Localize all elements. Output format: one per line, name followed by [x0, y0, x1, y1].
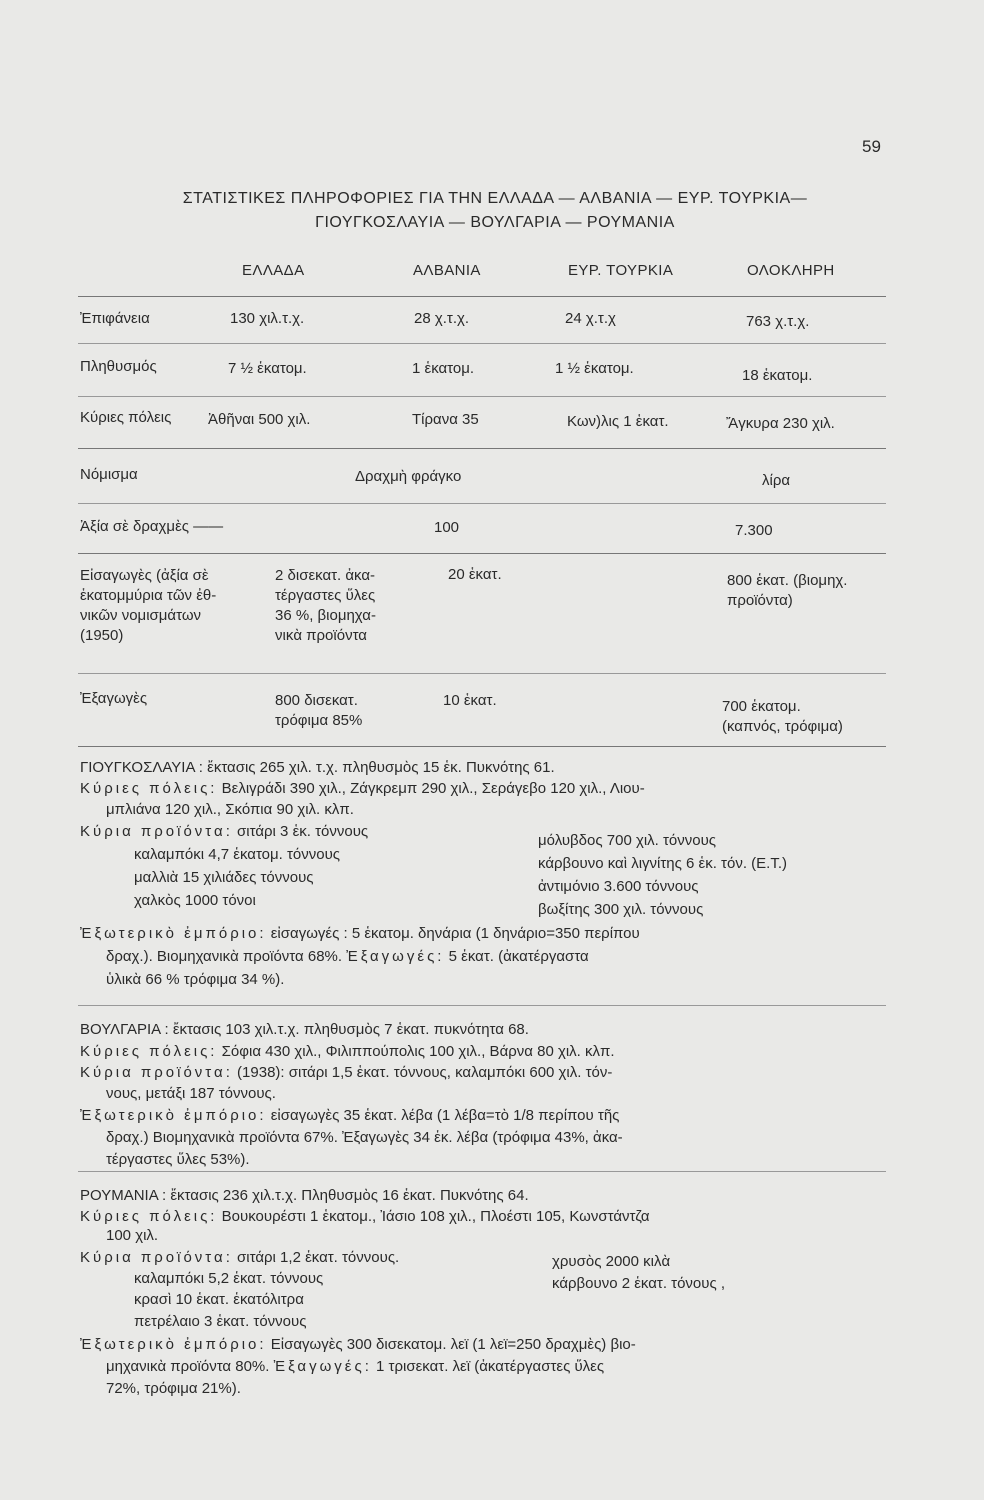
cell-area-whole: 763 χ.τ.χ.	[746, 313, 810, 330]
bulgaria-trade-cont: δραχ.) Βιομηχανικὰ προϊόντα 67%. Ἐξαγωγὲς 34 ἑκ. λέβα (τρόφιμα 43%, ἀκα-	[106, 1129, 623, 1146]
table-rule	[78, 746, 886, 747]
yugoslavia-product: σιτάρι 3 ἑκ. τόννους	[237, 823, 369, 840]
section-rule	[78, 1005, 886, 1006]
bulgaria-trade-cont: τέργαστες ὕλες 53%).	[106, 1151, 250, 1168]
cell-area-turkey: 24 χ.τ.χ	[565, 310, 616, 327]
romania-cities-label: Κύριες πόλεις:	[80, 1208, 218, 1225]
romania-product: καλαμπόκι 5,2 ἑκατ. τόννους	[134, 1270, 324, 1287]
yugoslavia-product: καλαμπόκι 4,7 ἑκατομ. τόννους	[134, 846, 341, 863]
cell-cities-turkey: Κων)λις 1 ἑκατ.	[567, 413, 669, 430]
table-rule	[78, 343, 886, 344]
bulgaria-products-label: Κύρια προϊόντα:	[80, 1064, 233, 1081]
cell-population-turkey: 1 ½ ἑκατομ.	[555, 360, 634, 377]
row-label-population: Πληθυσμός	[80, 358, 157, 375]
romania-trade-cont: μηχανικὰ προϊόντα 80%. Ἐξαγωγές: 1 τρισεκατ. λεϊ (ἀκατέργαστες ὕλες	[106, 1358, 605, 1375]
bulgaria-trade-label: Ἐξωτερικὸ ἐμπόριο:	[80, 1107, 267, 1124]
cell-exports-albania: 10 ἑκατ.	[443, 692, 497, 709]
yugoslavia-cities-label: Κύριες πόλεις:	[80, 780, 218, 797]
yugoslavia-product: μαλλιὰ 15 χιλιάδες τόννους	[134, 869, 314, 886]
romania-trade-label: Ἐξωτερικὸ ἐμπόριο:	[80, 1336, 267, 1353]
romania-summary: ΡΟΥΜΑΝΙΑ : ἔκτασις 236 χιλ.τ.χ. Πληθυσμὸς 16 ἑκατ. Πυκνότης 64.	[80, 1187, 529, 1204]
row-label-imports: Εἰσαγωγὲς (ἀξία σὲ ἑκατομμύρια τῶν ἐθ- νικῶν νομισμάτων (1950)	[80, 567, 217, 644]
bulgaria-products: Κύρια προϊόντα: (1938): σιτάρι 1,5 ἑκατ. τόννους, καλαμπόκι 600 χιλ. τόν-	[80, 1064, 613, 1081]
cell-currency-lira: λίρα	[762, 472, 791, 489]
table-rule	[78, 503, 886, 504]
yugoslavia-product: μόλυβδος 700 χιλ. τόννους	[538, 832, 717, 849]
col-header-albania: ΑΛΒΑΝΙΑ	[413, 262, 481, 279]
bulgaria-trade: Ἐξωτερικὸ ἐμπόριο: εἰσαγωγὲς 35 ἑκατ. λέβα (1 λέβα=τὸ 1/8 περίπου τῆς	[80, 1107, 620, 1124]
bulgaria-cities-label: Κύριες πόλεις:	[80, 1043, 218, 1060]
table-rule	[78, 673, 886, 674]
romania-products-label: Κύρια προϊόντα:	[80, 1249, 233, 1266]
cell-cities-albania: Τίρανα 35	[412, 411, 479, 428]
page-number: 59	[862, 137, 881, 156]
row-label-cities: Κύριες πόλεις	[80, 409, 172, 426]
cell-area-greece: 130 χιλ.τ.χ.	[230, 310, 305, 327]
table-rule	[78, 396, 886, 397]
cell-population-whole: 18 ἑκατομ.	[742, 367, 813, 384]
cell-imports-albania: 20 ἑκατ.	[448, 566, 502, 583]
table-rule	[78, 448, 886, 449]
page-title-line-2: ΓΙΟΥΓΚΟΣΛΑΥΙΑ — ΒΟΥΛΓΑΡΙΑ — ΡΟΥΜΑΝΙΑ	[315, 214, 675, 231]
yugoslavia-cities	[80, 780, 645, 797]
cell-value-turkey: 7.300	[735, 522, 773, 539]
yugoslavia-product: ἀντιμόνιο 3.600 τόννους	[538, 878, 699, 895]
romania-trade: Ἐξωτερικὸ ἐμπόριο: Εἰσαγωγὲς 300 δισεκατομ. λεϊ (1 λεϊ=250 δραχμὲς) βιο-	[80, 1336, 636, 1353]
section-rule	[78, 1171, 886, 1172]
yugoslavia-cities-cont: μπλιάνα 120 χιλ., Σκόπια 90 χιλ. κλπ.	[106, 801, 354, 818]
romania-product: κρασὶ 10 ἑκατ. ἑκατόλιτρα	[134, 1291, 304, 1308]
page-title-line-1: ΣΤΑΤΙΣΤΙΚΕΣ ΠΛΗΡΟΦΟΡΙΕΣ ΓΙΑ ΤΗΝ ΕΛΛΑΔΑ — ΑΛΒΑΝΙΑ — ΕΥΡ. ΤΟΥΡΚΙΑ—	[182, 190, 808, 207]
yugoslavia-product: χαλκὸς 1000 τόνοι	[134, 892, 256, 909]
romania-products	[80, 1249, 399, 1266]
yugoslavia-trade-label: Ἐξωτερικὸ ἐμπόριο:	[80, 925, 267, 942]
yugoslavia-trade: Ἐξωτερικὸ ἐμπόριο: εἰσαγωγές : 5 ἑκατομ. δηνάρια (1 δηνάριο=350 περίπου	[80, 925, 640, 942]
yugoslavia-product: βωξίτης 300 χιλ. τόννους	[538, 901, 704, 918]
romania-product: πετρέλαιο 3 ἑκατ. τόννους	[134, 1313, 307, 1330]
romania-cities: Κύριες πόλεις: Βουκουρέστι 1 ἑκατομ., Ἰάσιο 108 χιλ., Πλοέστι 105, Κωνστάντζα	[80, 1208, 650, 1225]
romania-exports-label: Ἐξαγωγές:	[273, 1358, 372, 1375]
yugoslavia-exports-label: Ἐξαγωγές:	[346, 948, 445, 965]
bulgaria-cities: Κύριες πόλεις: Σόφια 430 χιλ., Φιλιππούπολις 100 χιλ., Βάρνα 80 χιλ. κλπ.	[80, 1043, 615, 1060]
bulgaria-summary: ΒΟΥΛΓΑΡΙΑ : ἔκτασις 103 χιλ.τ.χ. πληθυσμὸς 7 ἑκατ. πυκνότητα 68.	[80, 1021, 529, 1038]
cell-area-albania: 28 χ.τ.χ.	[414, 310, 470, 327]
cell-population-albania: 1 ἑκατομ.	[412, 360, 475, 377]
col-header-greece: ΕΛΛΑΔΑ	[242, 262, 305, 279]
romania-product: σιτάρι 1,2 ἑκατ. τόννους.	[237, 1249, 400, 1266]
cell-exports-greece: 800 δισεκατ. τρόφιμα 85%	[275, 692, 363, 729]
cell-imports-turkey: 800 ἑκατ. (βιομηχ. προϊόντα)	[727, 572, 848, 609]
cell-currency-drachma-franc: Δραχμὴ φράγκο	[355, 468, 462, 485]
yugoslavia-cities-list: Βελιγράδι 390 χιλ., Ζάγκρεμπ 290 χιλ., Σεράγεβο 120 χιλ., Λιου-	[221, 780, 645, 797]
yugoslavia-trade-cont: δραχ.). Βιομηχανικὰ προϊόντα 68%. Ἐξαγωγές: 5 ἑκατ. (ἀκατέργαστα	[106, 948, 589, 965]
cell-cities-whole: Ἄγκυρα 230 χιλ.	[726, 415, 835, 432]
row-label-currency: Νόμισμα	[80, 466, 138, 483]
cell-value-albania: 100	[434, 519, 460, 536]
bulgaria-products-cont: νους, μετάξι 187 τόννους.	[106, 1085, 276, 1102]
romania-product: κάρβουνο 2 ἑκατ. τόνους ,	[552, 1275, 726, 1292]
row-label-value: Ἀξία σὲ δραχμὲς ——	[80, 518, 224, 535]
romania-product: χρυσὸς 2000 κιλὰ	[552, 1253, 671, 1270]
table-rule	[78, 553, 886, 554]
yugoslavia-product: κάρβουνο καὶ λιγνίτης 6 ἑκ. τόν. (Ε.Τ.)	[538, 855, 788, 872]
row-label-exports: Ἐξαγωγὲς	[80, 690, 148, 707]
cell-cities-greece: Ἀθῆναι 500 χιλ.	[208, 411, 311, 428]
yugoslavia-summary: ΓΙΟΥΓΚΟΣΛΑΥΙΑ : ἔκτασις 265 χιλ. τ.χ. πληθυσμὸς 15 ἑκ. Πυκνότης 61.	[80, 759, 555, 776]
romania-cities-cont: 100 χιλ.	[106, 1227, 159, 1244]
cell-population-greece: 7 ½ ἑκατομ.	[228, 360, 307, 377]
romania-trade-cont: 72%, τρόφιμα 21%).	[106, 1380, 241, 1397]
yugoslavia-products-label: Κύρια προϊόντα: σιτάρι 3 ἑκ. τόννους	[80, 823, 369, 840]
cell-imports-greece: 2 δισεκατ. ἀκα- τέργαστες ὕλες 36 %, βιομηχα- νικὰ προϊόντα	[275, 567, 376, 644]
row-label-area: Ἐπιφάνεια	[80, 310, 150, 327]
col-header-whole: ΟΛΟΚΛΗΡΗ	[747, 262, 835, 279]
yugoslavia-trade-cont: ὑλικὰ 66 % τρόφιμα 34 %).	[106, 971, 285, 988]
col-header-turkey: ΕΥΡ. ΤΟΥΡΚΙΑ	[568, 262, 674, 279]
table-rule	[78, 296, 886, 297]
cell-exports-turkey: 700 ἑκατομ. (καπνός, τρόφιμα)	[722, 698, 843, 735]
